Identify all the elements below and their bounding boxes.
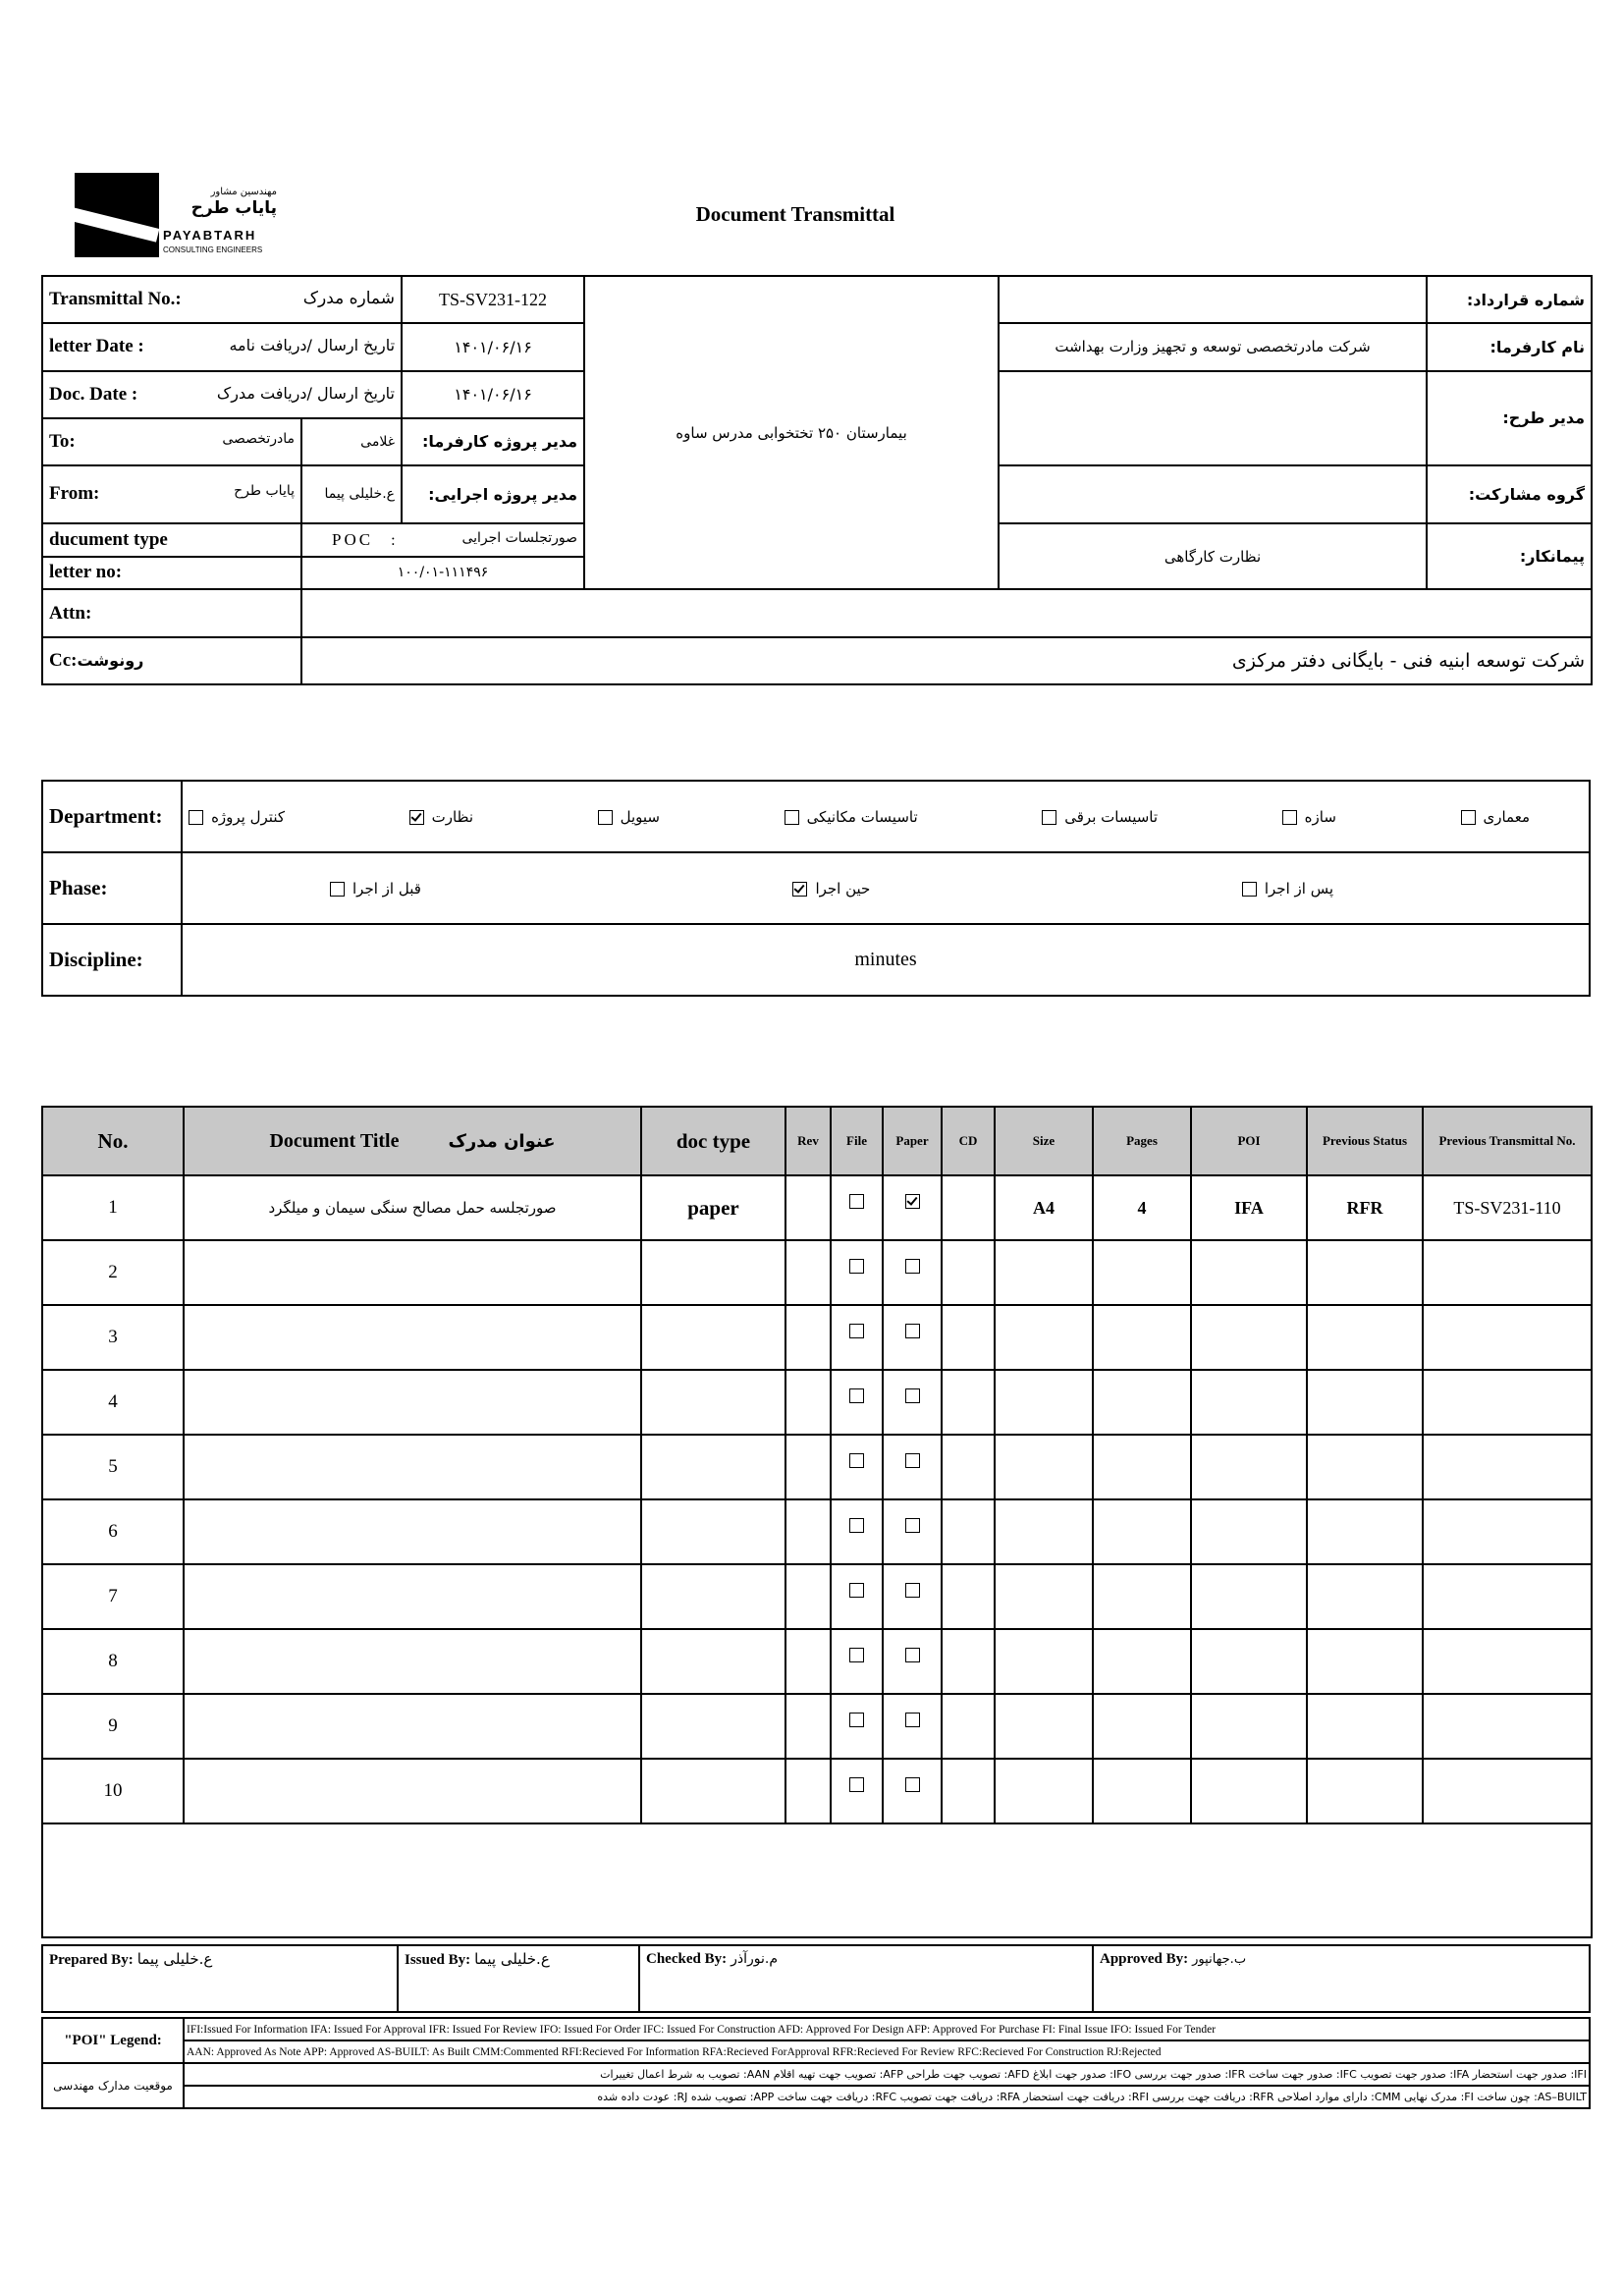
- logo-fa-small: مهندسین مشاور: [210, 187, 277, 197]
- row-poi: [1191, 1240, 1307, 1305]
- table-row: [42, 1694, 1592, 1759]
- from-cell: [42, 465, 301, 523]
- row-rev: [785, 1629, 831, 1694]
- company-logo: [75, 173, 281, 261]
- row-pages: [1093, 1370, 1191, 1435]
- status-legend-line2: AS–BUILT: چون ساخت FI: مدرک نهایی CMM: دارای موارد اصلاحی RFR: دریافت جهت بررسی RFI: دریافت جهت استحضار RFA: دریافت جهت تصویب RFC: دریافت جهت ساخت APP: تصویب شده RJ: عودت داده شده: [184, 2086, 1590, 2108]
- letter-date-label-fa: تاریخ ارسال /دریافت نامه: [229, 336, 396, 355]
- row-no: 9: [42, 1694, 184, 1759]
- row-title: [184, 1240, 641, 1305]
- poi-legend-line2: AAN: Approved As Note APP: Approved AS-BUILT: As Built CMM:Commented RFI:Recieved For Information RFA:Recieved ForApproval RFR:Recieved For Review RFC:Recieved For Construction RJ:Rejected: [184, 2040, 1590, 2063]
- phase-option-label: حین اجرا: [815, 879, 871, 898]
- row-pages: [1093, 1564, 1191, 1629]
- table-row: [42, 1370, 1592, 1435]
- row-file: [831, 1759, 883, 1823]
- checkbox-icon[interactable]: [849, 1777, 864, 1792]
- col-poi: POI: [1191, 1107, 1307, 1175]
- row-size: [995, 1759, 1093, 1823]
- legend-table: [41, 2017, 1591, 2109]
- employer-label: نام کارفرما:: [1427, 323, 1592, 370]
- row-paper: [883, 1694, 942, 1759]
- cc-cell: [42, 637, 301, 684]
- row-prev-status: [1307, 1564, 1423, 1629]
- row-doc-type: [641, 1370, 785, 1435]
- row-size: [995, 1370, 1093, 1435]
- col-title-en: Document Title: [269, 1129, 400, 1152]
- row-rev: [785, 1435, 831, 1499]
- row-cd: [942, 1499, 995, 1564]
- phase-option-label: پس از اجرا: [1264, 879, 1333, 898]
- row-poi: [1191, 1759, 1307, 1823]
- row-title: [184, 1629, 641, 1694]
- row-prev-status: [1307, 1240, 1423, 1305]
- transmittal-no-label: Transmittal No.:: [49, 289, 182, 310]
- partner-value: [999, 465, 1427, 523]
- row-title: [184, 1370, 641, 1435]
- row-rev: [785, 1564, 831, 1629]
- checkbox-icon[interactable]: [905, 1453, 920, 1468]
- status-legend-label: موقعیت مدارک مهندسی: [42, 2063, 184, 2108]
- doc-date-value: ۱۴۰۱/۰۶/۱۶: [402, 371, 584, 418]
- doc-date-cell: [42, 371, 402, 418]
- row-no: 7: [42, 1564, 184, 1629]
- checkbox-icon[interactable]: [1042, 810, 1056, 825]
- row-paper: [883, 1305, 942, 1370]
- cc-label-fa: رونوشت: [77, 650, 144, 670]
- col-cd: CD: [942, 1107, 995, 1175]
- checked-by-label: Checked By:: [646, 1951, 728, 1967]
- row-paper: [883, 1435, 942, 1499]
- checkbox-icon[interactable]: [905, 1518, 920, 1533]
- checkbox-icon[interactable]: [330, 882, 345, 897]
- row-prev-transmittal: [1423, 1435, 1592, 1499]
- col-paper: Paper: [883, 1107, 942, 1175]
- checked-by-value: م.نورآذر: [731, 1951, 778, 1967]
- department-option-label: تاسیسات مکانیکی: [806, 807, 918, 826]
- col-rev: Rev: [785, 1107, 831, 1175]
- attn-value: [301, 589, 1592, 636]
- phase-option-label: قبل از اجرا: [352, 879, 421, 898]
- checkbox-icon[interactable]: [785, 810, 799, 825]
- row-file: [831, 1694, 883, 1759]
- checkbox-icon[interactable]: [1282, 810, 1297, 825]
- col-file: File: [831, 1107, 883, 1175]
- row-doc-type: [641, 1240, 785, 1305]
- partner-label: گروه مشارکت:: [1427, 465, 1592, 523]
- department-options: [182, 781, 1590, 852]
- col-title: [184, 1107, 641, 1175]
- contract-no-label: شماره قرارداد:: [1427, 276, 1592, 323]
- row-prev-status: [1307, 1499, 1423, 1564]
- checkbox-icon[interactable]: [849, 1648, 864, 1662]
- contractor-value: نظارت کارگاهی: [999, 523, 1427, 590]
- row-paper: [883, 1499, 942, 1564]
- row-file: [831, 1175, 883, 1240]
- checkbox-icon[interactable]: [849, 1453, 864, 1468]
- row-doc-type: [641, 1499, 785, 1564]
- checkbox-icon[interactable]: [849, 1324, 864, 1338]
- checkbox-icon[interactable]: [189, 810, 203, 825]
- row-prev-transmittal: [1423, 1370, 1592, 1435]
- col-prev-transmittal: Previous Transmittal No.: [1423, 1107, 1592, 1175]
- approved-by-cell: [1093, 1945, 1590, 2012]
- doc-date-label-fa: تاریخ ارسال /دریافت مدرک: [216, 383, 396, 403]
- row-doc-type: [641, 1435, 785, 1499]
- from-name: ع.خلیلی پیما: [301, 465, 402, 523]
- documents-table: [41, 1106, 1593, 1938]
- row-rev: [785, 1499, 831, 1564]
- checkbox-icon[interactable]: [1242, 882, 1257, 897]
- row-rev: [785, 1240, 831, 1305]
- employer-value: شرکت مادرتخصصی توسعه و تجهیز وزارت بهداشت: [999, 323, 1427, 370]
- phase-option[interactable]: [1242, 880, 1333, 898]
- contractor-label: پیمانکار:: [1427, 523, 1592, 590]
- row-title: [184, 1435, 641, 1499]
- row-rev: [785, 1694, 831, 1759]
- table-row: [42, 1499, 1592, 1564]
- row-file: [831, 1370, 883, 1435]
- row-poi: [1191, 1435, 1307, 1499]
- checkbox-icon[interactable]: [849, 1583, 864, 1598]
- row-poi: [1191, 1370, 1307, 1435]
- checkbox-checked-icon[interactable]: [905, 1194, 920, 1209]
- department-option[interactable]: [1282, 808, 1336, 826]
- row-prev-transmittal: [1423, 1240, 1592, 1305]
- row-poi: IFA: [1191, 1175, 1307, 1240]
- table-row: [42, 1564, 1592, 1629]
- logo-en-big: PAYABTARH: [163, 228, 257, 243]
- row-pages: [1093, 1435, 1191, 1499]
- cc-label: Cc:: [49, 649, 78, 671]
- department-option-label: سازه: [1304, 807, 1336, 826]
- col-prev-status: Previous Status: [1307, 1107, 1423, 1175]
- row-poi: [1191, 1629, 1307, 1694]
- checkbox-icon[interactable]: [905, 1324, 920, 1338]
- row-cd: [942, 1175, 995, 1240]
- poi-legend-line1: IFI:Issued For Information IFA: Issued For Approval IFR: Issued For Review IFO: Issued For Order IFC: Issued For Construction AFD: Approved For Design AFP: Approved For Purchase FI: Final Issue IFO: Issued For Tender: [184, 2018, 1590, 2040]
- row-no: 4: [42, 1370, 184, 1435]
- row-size: [995, 1305, 1093, 1370]
- row-prev-transmittal: [1423, 1759, 1592, 1823]
- department-option[interactable]: [1461, 808, 1531, 826]
- row-size: [995, 1694, 1093, 1759]
- row-cd: [942, 1629, 995, 1694]
- row-prev-status: [1307, 1435, 1423, 1499]
- table-row: [42, 1435, 1592, 1499]
- row-size: A4: [995, 1175, 1093, 1240]
- row-size: [995, 1564, 1093, 1629]
- department-option[interactable]: [409, 808, 473, 826]
- row-rev: [785, 1305, 831, 1370]
- transmittal-no-value: TS-SV231-122: [402, 276, 584, 323]
- checkbox-icon[interactable]: [1461, 810, 1476, 825]
- discipline-label: Discipline:: [42, 924, 182, 996]
- logo-mark: [75, 173, 159, 257]
- row-size: [995, 1629, 1093, 1694]
- project-name: بیمارستان ۲۵۰ تختخوابی مدرس ساوه: [584, 276, 999, 589]
- row-title: [184, 1759, 641, 1823]
- prepared-by-label: Prepared By:: [49, 1952, 134, 1968]
- letter-date-label: letter Date :: [49, 336, 144, 357]
- row-file: [831, 1564, 883, 1629]
- to-role: مدیر پروژه کارفرما:: [402, 418, 584, 465]
- letter-no-label: letter no:: [42, 557, 301, 590]
- to-name: غلامی: [301, 418, 402, 465]
- row-pages: [1093, 1694, 1191, 1759]
- approved-by-value: ب.جهانپور: [1192, 1952, 1247, 1967]
- phase-option[interactable]: [792, 880, 870, 898]
- row-cd: [942, 1759, 995, 1823]
- department-option[interactable]: [189, 808, 285, 826]
- row-doc-type: [641, 1759, 785, 1823]
- row-poi: [1191, 1564, 1307, 1629]
- page-title: Document Transmittal: [695, 202, 895, 226]
- col-pages: Pages: [1093, 1107, 1191, 1175]
- row-rev: [785, 1175, 831, 1240]
- discipline-value: minutes: [182, 924, 1590, 996]
- row-title: [184, 1305, 641, 1370]
- row-paper: [883, 1370, 942, 1435]
- row-size: [995, 1435, 1093, 1499]
- row-poi: [1191, 1305, 1307, 1370]
- row-file: [831, 1240, 883, 1305]
- row-cd: [942, 1370, 995, 1435]
- row-paper: [883, 1759, 942, 1823]
- issued-by-cell: [398, 1945, 639, 2012]
- row-cd: [942, 1240, 995, 1305]
- checkbox-icon[interactable]: [849, 1388, 864, 1403]
- row-no: 10: [42, 1759, 184, 1823]
- row-cd: [942, 1305, 995, 1370]
- row-no: 5: [42, 1435, 184, 1499]
- signatures-table: [41, 1944, 1591, 2013]
- cc-value: شرکت توسعه ابنیه فنی - بایگانی دفتر مرکزی: [301, 637, 1592, 684]
- row-paper: [883, 1564, 942, 1629]
- department-option[interactable]: [1042, 808, 1158, 826]
- row-pages: [1093, 1759, 1191, 1823]
- checkbox-icon[interactable]: [905, 1388, 920, 1403]
- doc-type-poc: POC: [332, 529, 374, 549]
- checkbox-icon[interactable]: [905, 1713, 920, 1727]
- status-legend-line1: IFI: صدور جهت استحضار IFA: صدور جهت تصویب IFC: صدور جهت ساخت IFR: صدور جهت بررسی IFO: صدور جهت ابلاغ AFD: تصویب جهت طراحی AFP: تصویب جهت تهیه اقلام AAN: تصویب به شرط اعمال تغییرات: [184, 2063, 1590, 2086]
- row-prev-status: RFR: [1307, 1175, 1423, 1240]
- logo-fa-big: پایاب طرح: [190, 198, 277, 218]
- row-prev-transmittal: [1423, 1564, 1592, 1629]
- table-row: [42, 1305, 1592, 1370]
- row-prev-status: [1307, 1759, 1423, 1823]
- checkbox-checked-icon[interactable]: [409, 810, 424, 825]
- table-row: [42, 1240, 1592, 1305]
- row-prev-transmittal: [1423, 1629, 1592, 1694]
- prepared-by-cell: [42, 1945, 398, 2012]
- checkbox-icon[interactable]: [849, 1259, 864, 1274]
- checkbox-checked-icon[interactable]: [792, 882, 807, 897]
- row-file: [831, 1305, 883, 1370]
- doc-type-label: ducument type: [42, 523, 301, 557]
- row-file: [831, 1435, 883, 1499]
- designer-label: مدیر طرح:: [1427, 371, 1592, 466]
- department-option-label: تاسیسات برقی: [1064, 807, 1159, 826]
- department-option-label: کنترل پروژه: [211, 807, 285, 826]
- row-file: [831, 1629, 883, 1694]
- row-no: 6: [42, 1499, 184, 1564]
- row-doc-type: [641, 1629, 785, 1694]
- checkbox-icon[interactable]: [849, 1518, 864, 1533]
- doc-type-colon: :: [391, 531, 396, 549]
- row-paper: [883, 1629, 942, 1694]
- row-cd: [942, 1694, 995, 1759]
- row-no: 2: [42, 1240, 184, 1305]
- row-prev-transmittal: [1423, 1305, 1592, 1370]
- header-table: [41, 275, 1593, 685]
- table-row: [42, 1759, 1592, 1823]
- department-label: Department:: [42, 781, 182, 852]
- row-prev-status: [1307, 1370, 1423, 1435]
- row-prev-transmittal: [1423, 1499, 1592, 1564]
- row-poi: [1191, 1499, 1307, 1564]
- row-paper: [883, 1175, 942, 1240]
- checkbox-icon[interactable]: [905, 1648, 920, 1662]
- poi-legend-label: "POI" Legend:: [42, 2018, 184, 2063]
- row-rev: [785, 1759, 831, 1823]
- col-doc-type: doc type: [641, 1107, 785, 1175]
- issued-by-label: Issued By:: [405, 1952, 471, 1968]
- row-pages: [1093, 1629, 1191, 1694]
- row-cd: [942, 1435, 995, 1499]
- row-doc-type: paper: [641, 1175, 785, 1240]
- checkbox-icon[interactable]: [598, 810, 613, 825]
- letter-date-value: ۱۴۰۱/۰۶/۱۶: [402, 323, 584, 370]
- row-pages: 4: [1093, 1175, 1191, 1240]
- department-option-label: نظارت: [431, 807, 474, 826]
- row-prev-status: [1307, 1629, 1423, 1694]
- row-poi: [1191, 1694, 1307, 1759]
- phase-options: [182, 852, 1590, 924]
- from-role: مدیر پروژه اجرایی:: [402, 465, 584, 523]
- row-doc-type: [641, 1694, 785, 1759]
- checkbox-icon[interactable]: [849, 1713, 864, 1727]
- phase-option[interactable]: [330, 880, 421, 898]
- row-size: [995, 1240, 1093, 1305]
- table-row: [42, 1175, 1592, 1240]
- row-no: 8: [42, 1629, 184, 1694]
- col-title-fa: عنوان مدرک: [448, 1130, 556, 1152]
- row-cd: [942, 1564, 995, 1629]
- from-org: پایاب طرح: [234, 483, 295, 500]
- checkbox-icon[interactable]: [905, 1777, 920, 1792]
- row-pages: [1093, 1499, 1191, 1564]
- approved-by-label: Approved By:: [1100, 1951, 1189, 1967]
- contract-no-value: [999, 276, 1427, 323]
- row-doc-type: [641, 1305, 785, 1370]
- issued-by-value: ع.خلیلی پیما: [474, 1950, 550, 1968]
- row-title: صورتجلسه حمل مصالح سنگی سیمان و میلگرد: [184, 1175, 641, 1240]
- checkbox-icon[interactable]: [905, 1583, 920, 1598]
- row-paper: [883, 1240, 942, 1305]
- row-title: [184, 1564, 641, 1629]
- to-label: To:: [49, 430, 76, 452]
- row-size: [995, 1499, 1093, 1564]
- phase-label: Phase:: [42, 852, 182, 924]
- classification-table: [41, 780, 1591, 997]
- prepared-by-value: ع.خلیلی پیما: [136, 1950, 213, 1968]
- attn-label: Attn:: [42, 589, 301, 636]
- row-title: [184, 1694, 641, 1759]
- row-no: 1: [42, 1175, 184, 1240]
- letter-date-cell: [42, 323, 402, 370]
- row-rev: [785, 1370, 831, 1435]
- row-doc-type: [641, 1564, 785, 1629]
- department-option[interactable]: [598, 808, 660, 826]
- doc-type-cell: [301, 523, 584, 557]
- table-spacer: [42, 1823, 1592, 1937]
- to-org: مادرتخصصی: [222, 430, 295, 447]
- row-no: 3: [42, 1305, 184, 1370]
- letter-no-value: ۱۰۰/۰۱-۱۱۱۴۹۶: [301, 557, 584, 590]
- checkbox-icon[interactable]: [849, 1194, 864, 1209]
- department-option-label: معماری: [1483, 807, 1530, 826]
- doc-date-label: Doc. Date :: [49, 383, 138, 405]
- row-pages: [1093, 1240, 1191, 1305]
- doc-type-value: صورتجلسات اجرایی: [461, 529, 578, 546]
- row-title: [184, 1499, 641, 1564]
- row-pages: [1093, 1305, 1191, 1370]
- row-prev-status: [1307, 1305, 1423, 1370]
- row-prev-status: [1307, 1694, 1423, 1759]
- col-size: Size: [995, 1107, 1093, 1175]
- to-cell: [42, 418, 301, 465]
- checked-by-cell: [639, 1945, 1093, 2012]
- transmittal-no-label-fa: شماره مدرک: [302, 289, 396, 309]
- department-option[interactable]: [785, 808, 918, 826]
- col-no: No.: [42, 1107, 184, 1175]
- logo-en-small: CONSULTING ENGINEERS: [163, 245, 263, 254]
- department-option-label: سیویل: [620, 807, 660, 826]
- designer-value: [999, 371, 1427, 466]
- from-label: From:: [49, 483, 100, 505]
- checkbox-icon[interactable]: [905, 1259, 920, 1274]
- transmittal-no-cell: [42, 276, 402, 323]
- row-file: [831, 1499, 883, 1564]
- row-prev-transmittal: TS-SV231-110: [1423, 1175, 1592, 1240]
- row-prev-transmittal: [1423, 1694, 1592, 1759]
- table-row: [42, 1629, 1592, 1694]
